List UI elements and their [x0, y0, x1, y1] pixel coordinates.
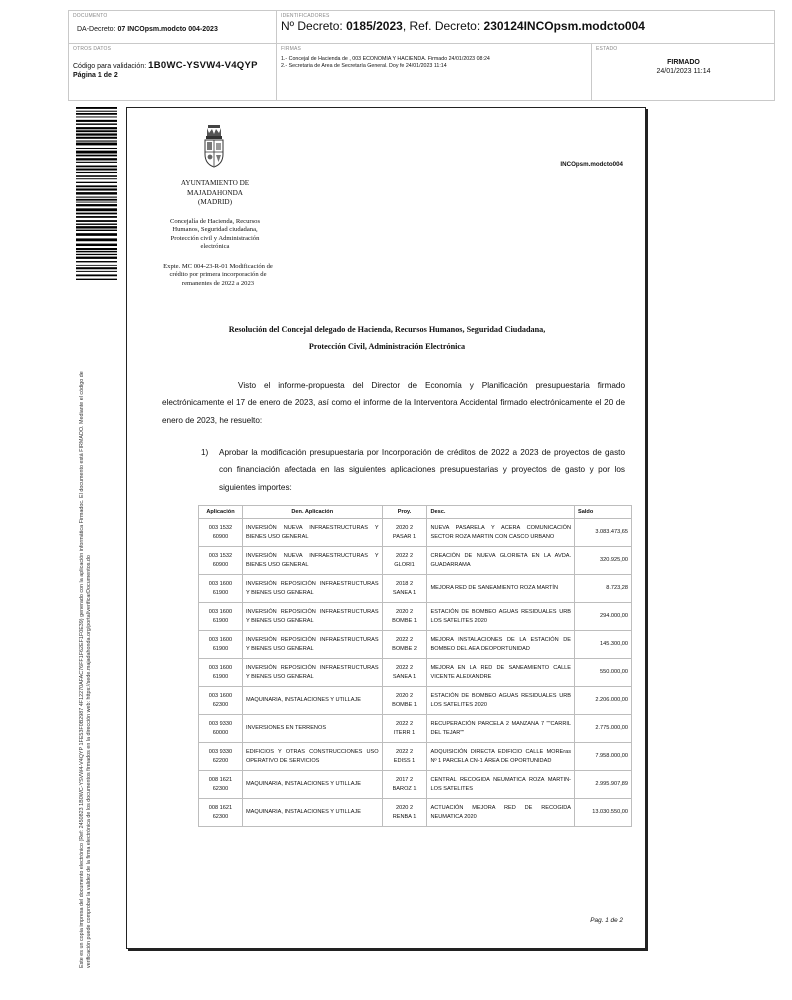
cell-saldo: 550.000,00 — [575, 659, 632, 687]
cell-aplicacion: 003 1600 61900 — [199, 575, 243, 603]
vertical-legal-text — [79, 308, 93, 968]
decree-number: Nº Decreto: 0185/2023, Ref. Decreto: 230124INCOpsm.modcto004 — [281, 19, 645, 33]
cell-denominacion: INVERSIONES EN TERRENOS — [242, 715, 382, 743]
cell-proyecto: 2017 2 BAROZ 1 — [382, 771, 427, 799]
identifiers-cell — [277, 11, 775, 44]
cell-saldo: 2.995.907,89 — [575, 771, 632, 799]
item-text: Aprobar la modificación presupuestaria por Incorporación de créditos de 2022 a 2023 de proyectos de gasto con financiación afectada en las siguientes aplicaciones presupuestarias y proyectos de gasto y por los siguientes importes: — [219, 448, 625, 492]
cell-proyecto: 2020 2 PASAR 1 — [382, 519, 427, 547]
cell-aplicacion: 008 1621 62300 — [199, 771, 243, 799]
cell-saldo: 3.083.473,65 — [575, 519, 632, 547]
document-label: DOCUMENTO — [73, 13, 108, 19]
intro-paragraph: Visto el informe-propuesta del Director de Economía y Planificación presupuestaria firmado electrónicamente el 17 de enero de 2023, así como el informe de la Interventora Accidental firmado electrónicamente el 20 de enero de 2023, he resuelto: — [162, 381, 625, 425]
cell-denominacion: MAQUINARIA, INSTALACIONES Y UTILLAJE — [242, 687, 382, 715]
table-row — [199, 743, 632, 771]
document-page — [126, 107, 646, 949]
document-value: DA-Decreto: 07 INCOpsm.modcto 004-2023 — [77, 26, 218, 33]
coat-of-arms-icon — [203, 124, 225, 168]
legal-line-1: Este es un copia impresa del documento electrónico (Ref: 2450823 1B0WC-YSVW4-V4QYP 1FE53F0B2987 4F12270AFAC76FF1F62EF1F0E39) generado con la aplicación informática Firmadoc. El documento está FIRMADO. Mediante el código de — [79, 371, 85, 968]
cell-descripcion: CREACIÓN DE NUEVA GLORIETA EN LA AVDA. GUADARRAMA — [427, 547, 575, 575]
table-row — [199, 799, 632, 827]
file-reference: Expte. MC 004-23-R-01 Modificación de crédito por primera incorporación de remanentes de 2022 a 2023 — [163, 263, 273, 287]
table-row — [199, 715, 632, 743]
cell-denominacion: EDIFICIOS Y OTRAS CONSTRUCCIONES USO OPERATIVO DE SERVICIOS — [242, 743, 382, 771]
entity-name: AYUNTAMIENTO DE MAJADAHONDA (MADRID) — [180, 179, 250, 206]
cell-proyecto: 2022 2 ITERR 1 — [382, 715, 427, 743]
barcode-icon — [76, 107, 117, 280]
cell-aplicacion: 003 1532 60900 — [199, 519, 243, 547]
cell-saldo: 320.925,00 — [575, 547, 632, 575]
signature-2: 2.- Secretaria de Area de Secretaría General. Doy fe 24/01/2023 11:14 — [281, 63, 447, 69]
cell-descripcion: ACTUACIÓN MEJORA RED DE RECOGIDA NEUMATICA 2020 — [427, 799, 575, 827]
cell-descripcion: CENTRAL RECOGIDA NEUMATICA ROZA MARTIN-LOS SATELITES — [427, 771, 575, 799]
document-cell — [69, 11, 277, 44]
status-label: ESTADO — [596, 46, 618, 52]
table-row — [199, 603, 632, 631]
cell-descripcion: RECUPERACIÓN PARCELA 2 MANZANA 7 ""CARRIL DEL TEJAR"" — [427, 715, 575, 743]
cell-proyecto: 2020 2 RENBA 1 — [382, 799, 427, 827]
budget-table — [198, 505, 632, 827]
col-saldo: Saldo — [575, 506, 632, 519]
validation-code: Código para validación: 1B0WC-YSVW4-V4QYP — [73, 60, 258, 71]
table-row — [199, 631, 632, 659]
table-row — [199, 687, 632, 715]
cell-saldo: 2.775.000,00 — [575, 715, 632, 743]
cell-aplicacion: 003 1600 61900 — [199, 659, 243, 687]
resolution-item — [201, 444, 625, 496]
cell-proyecto: 2018 2 SANEA 1 — [382, 575, 427, 603]
page-count: Página 1 de 2 — [73, 72, 118, 79]
cell-aplicacion: 008 1621 62300 — [199, 799, 243, 827]
col-descripcion: Desc. — [427, 506, 575, 519]
status-date: 24/01/2023 11:14 — [656, 68, 711, 75]
cell-proyecto: 2022 2 BOMBE 2 — [382, 631, 427, 659]
cell-proyecto: 2022 2 GLORI1 — [382, 547, 427, 575]
table-header-row — [199, 506, 632, 519]
cell-denominacion: INVERSIÓN REPOSICIÓN INFRAESTRUCTURAS Y BIENES USO GENERAL — [242, 631, 382, 659]
cell-saldo: 294.000,00 — [575, 603, 632, 631]
document-reference: INCOpsm.modcto004 — [560, 161, 623, 168]
cell-denominacion: MAQUINARIA, INSTALACIONES Y UTILLAJE — [242, 771, 382, 799]
status-cell — [592, 44, 775, 101]
cell-aplicacion: 003 1600 61900 — [199, 603, 243, 631]
cell-denominacion: INVERSIÓN NUEVA INFRAESTRUCTURAS Y BIENES USO GENERAL — [242, 547, 382, 575]
validation-header — [68, 10, 775, 101]
cell-aplicacion: 003 1600 62300 — [199, 687, 243, 715]
cell-aplicacion: 003 1600 61900 — [199, 631, 243, 659]
cell-denominacion: MAQUINARIA, INSTALACIONES Y UTILLAJE — [242, 799, 382, 827]
table-row — [199, 575, 632, 603]
other-data-label: OTROS DATOS — [73, 46, 112, 52]
other-data-cell — [69, 44, 277, 101]
legal-line-2: verificación puede comprobar la validez de la firma electrónica de los documentos firmados en la dirección web: https://sede.majadahonda.org/portal/verificarDocumentos.do — [86, 555, 92, 968]
department-name: Concejalía de Hacienda, Recursos Humanos, Seguridad ciudadana, Protección civil y Administración electrónica — [169, 218, 261, 250]
signatures-cell — [277, 44, 592, 101]
table-row — [199, 771, 632, 799]
col-proyecto: Proy. — [382, 506, 427, 519]
cell-denominacion: INVERSIÓN REPOSICIÓN INFRAESTRUCTURAS Y BIENES USO GENERAL — [242, 575, 382, 603]
cell-saldo: 8.723,28 — [575, 575, 632, 603]
identifiers-label: IDENTIFICADORES — [281, 13, 330, 19]
cell-proyecto: 2022 2 SANEA 1 — [382, 659, 427, 687]
cell-descripcion: ESTACIÓN DE BOMBEO AGUAS RESIDUALES URB LOS SATELITES 2020 — [427, 687, 575, 715]
table-row — [199, 547, 632, 575]
cell-proyecto: 2022 2 EDISS 1 — [382, 743, 427, 771]
resolution-title: Resolución del Concejal delegado de Hacienda, Recursos Humanos, Seguridad Ciudadana, Protección Civil, Administración Electrónica — [228, 325, 546, 351]
cell-descripcion: MEJORA RED DE SANEAMIENTO ROZA MARTÍN — [427, 575, 575, 603]
cell-proyecto: 2020 2 BOMBE 1 — [382, 687, 427, 715]
item-number: 1) — [201, 448, 209, 457]
cell-descripcion: ADQUISICIÓN DIRECTA EDIFICIO CALLE MOREras Nº 1 PARCELA CN-1 ÁREA DE OPORTUNIDAD — [427, 743, 575, 771]
signatures-label: FIRMAS — [281, 46, 302, 52]
cell-saldo: 145.300,00 — [575, 631, 632, 659]
cell-denominacion: INVERSIÓN REPOSICIÓN INFRAESTRUCTURAS Y BIENES USO GENERAL — [242, 659, 382, 687]
cell-descripcion: ESTACIÓN DE BOMBEO AGUAS RESIDUALES URB LOS SATELITES 2020 — [427, 603, 575, 631]
table-row — [199, 659, 632, 687]
cell-saldo: 13.030.550,00 — [575, 799, 632, 827]
cell-aplicacion: 003 9330 62200 — [199, 743, 243, 771]
page-number: Pag. 1 de 2 — [590, 917, 623, 924]
table-row — [199, 519, 632, 547]
cell-descripcion: MEJORA EN LA RED DE SANEAMIENTO CALLE VICENTE ALEIXANDRE — [427, 659, 575, 687]
cell-aplicacion: 003 9330 60000 — [199, 715, 243, 743]
col-aplicacion: Aplicación — [199, 506, 243, 519]
cell-proyecto: 2020 2 BOMBE 1 — [382, 603, 427, 631]
cell-aplicacion: 003 1532 60900 — [199, 547, 243, 575]
cell-saldo: 7.958.000,00 — [575, 743, 632, 771]
cell-descripcion: NUEVA PASARELA Y ACERA COMUNICACIÓN SECTOR ROZA MARTIN CON CASCO URBANO — [427, 519, 575, 547]
status-badge: FIRMADO — [667, 59, 700, 66]
cell-descripcion: MEJORA INSTALACIONES DE LA ESTACIÓN DE BOMBEO DEL AEA DEOPORTUNIDAD — [427, 631, 575, 659]
cell-denominacion: INVERSIÓN REPOSICIÓN INFRAESTRUCTURAS Y BIENES USO GENERAL — [242, 603, 382, 631]
cell-saldo: 2.206.000,00 — [575, 687, 632, 715]
signature-1: 1.- Concejal de Hacienda de , 003 ECONOMIA Y HACIENDA. Firmado 24/01/2023 08:24 — [281, 56, 490, 62]
col-denominacion: Den. Aplicación — [242, 506, 382, 519]
cell-denominacion: INVERSIÓN NUEVA INFRAESTRUCTURAS Y BIENES USO GENERAL — [242, 519, 382, 547]
